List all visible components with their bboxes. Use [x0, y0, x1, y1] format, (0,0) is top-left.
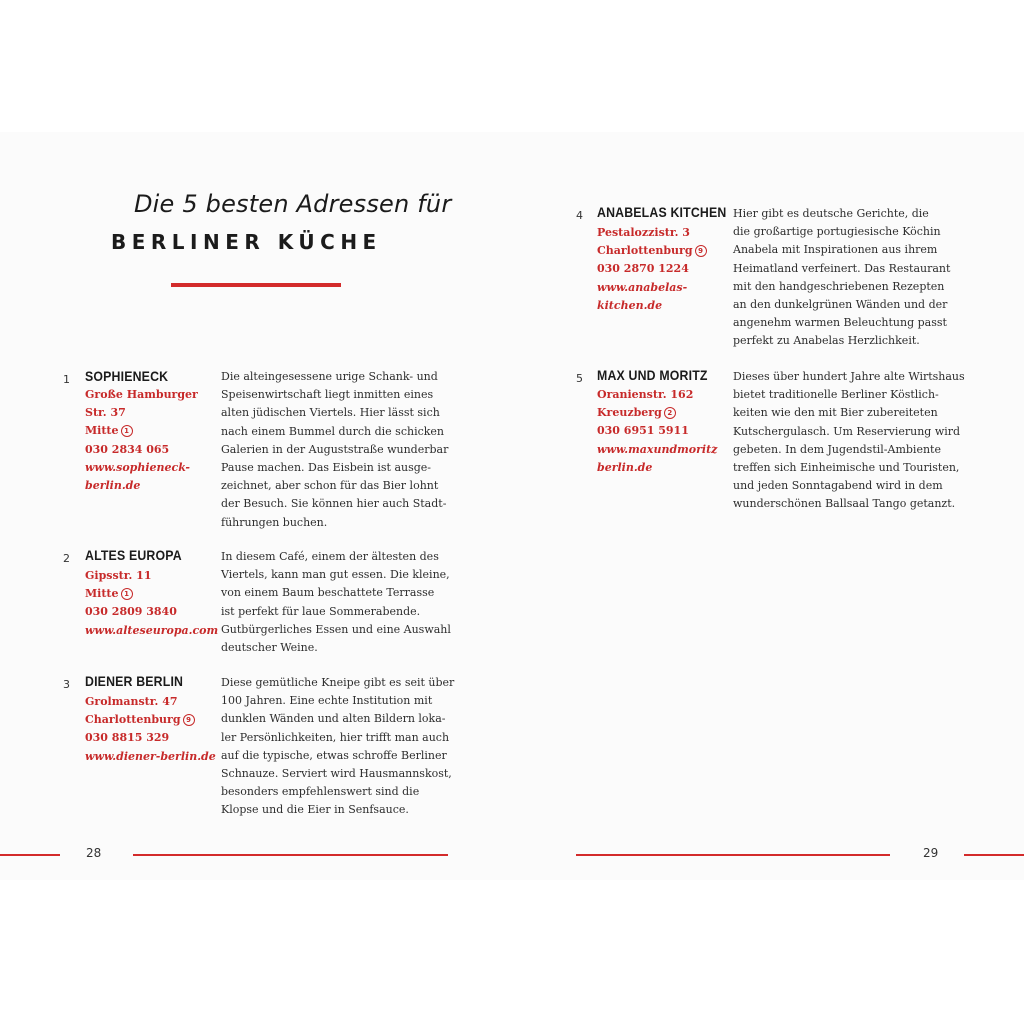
district-name: Charlottenburg — [597, 244, 693, 258]
district — [597, 242, 707, 260]
entry-name: ANABELAS KITCHEN — [597, 204, 727, 220]
entry-description: Dieses über hundert Jahre alte Wirtshaus bietet traditionelle Berliner Köstlich- keiten wie den mit Bier zubereiteten Kutschergulasch. Um Reservierung wird gebeten. In dem Jugendstil-Ambiente treffen sich Einheimische und Touristen, und jeden Sonntagabend wird in dem wunderschönen Ballsaal Tango getanzt. — [733, 370, 965, 511]
address-line: Oranienstr. 162 — [597, 388, 694, 401]
page-number-right: 29 — [923, 846, 939, 860]
address-line: Grolmanstr. 47 — [85, 695, 178, 708]
footer-rule-right — [576, 854, 890, 856]
website-link[interactable]: www.maxundmoritz berlin.de — [597, 442, 718, 474]
district-name: Mitte — [85, 424, 119, 438]
footer-rule-left — [133, 854, 448, 856]
page-number-left: 28 — [86, 846, 102, 860]
entry-name: DIENER BERLIN — [85, 673, 184, 689]
district-name: Charlottenburg — [85, 713, 181, 727]
district-badge: 9 — [183, 714, 195, 726]
district-badge: 1 — [121, 425, 133, 437]
district-name: Mitte — [85, 587, 119, 601]
district — [85, 585, 218, 603]
website-link[interactable]: www.alteseuropa.com — [85, 623, 219, 637]
footer-rule-left-outer — [0, 854, 60, 856]
phone: 030 2870 1224 — [597, 262, 689, 276]
entry-number: 2 — [63, 552, 70, 565]
district — [85, 422, 198, 440]
entry-address-block — [597, 224, 707, 315]
address-line: Gipsstr. 11 — [85, 569, 152, 582]
entry-description: In diesem Café, einem der ältesten des Viertels, kann man gut essen. Die kleine, von einem Baum beschattete Terrasse ist perfekt für laue Sommerabende. Gutbürgerliches Essen und eine Auswahl deutscher Weine. — [221, 550, 451, 655]
district-badge: 9 — [695, 245, 707, 257]
address-line: Große Hamburger — [85, 388, 198, 401]
entry-name: MAX UND MORITZ — [597, 367, 708, 383]
website-link[interactable]: www.diener-berlin.de — [85, 749, 216, 763]
district-name: Kreuzberg — [597, 406, 662, 420]
district — [85, 711, 216, 729]
page-title-line1: Die 5 besten Adressen für — [134, 190, 452, 218]
page-title-line2: BERLINER KÜCHE — [111, 230, 382, 254]
phone: 030 6951 5911 — [597, 424, 689, 438]
district — [597, 404, 717, 422]
website-link[interactable]: www.anabelas- kitchen.de — [597, 280, 688, 312]
entry-address-block — [597, 386, 717, 477]
title-underline — [171, 283, 341, 287]
entry-number: 1 — [63, 373, 70, 386]
footer-rule-right-outer — [964, 854, 1024, 856]
phone: 030 2809 3840 — [85, 605, 177, 619]
entry-number: 5 — [576, 372, 583, 385]
entry-address-block — [85, 386, 198, 495]
address-line: Str. 37 — [85, 406, 126, 420]
entry-description: Die alteingesessene urige Schank- und Speisenwirtschaft liegt inmitten eines alten jüdischen Viertels. Hier lässt sich nach einem Bummel durch die schicken Galerien in der Auguststraße wunderbar Pause machen. Das Eisbein ist ausge- zeichnet, aber schon für das Bier lohnt der Besuch. Sie können hier auch Stadt- führungen buchen. — [221, 370, 449, 529]
entry-name: SOPHIENECK — [85, 368, 169, 384]
entry-address-block — [85, 693, 216, 766]
entry-name: ALTES EUROPA — [85, 547, 182, 563]
phone: 030 2834 065 — [85, 442, 170, 456]
phone: 030 8815 329 — [85, 731, 170, 745]
entry-number: 4 — [576, 209, 583, 222]
entry-description: Hier gibt es deutsche Gerichte, die die großartige portugiesische Köchin Anabela mit Inspirationen aus ihrem Heimatland verfeinert. Das Restaurant mit den handgeschriebenen Rezepten an den dunkelgrünen Wänden und der angenehm warmen Beleuchtung passt perfekt zu Anabelas Herzlichkeit. — [733, 207, 951, 348]
entry-address-block — [85, 567, 218, 640]
district-badge: 1 — [121, 588, 133, 600]
entry-number: 3 — [63, 678, 70, 691]
address-line: Pestalozzistr. 3 — [597, 226, 690, 239]
entry-description: Diese gemütliche Kneipe gibt es seit über 100 Jahren. Eine echte Institution mit dunklen Wänden und alten Bildern loka- ler Persönlichkeiten, hier trifft man auch auf die typische, etwas schroffe Berliner Schnauze. Serviert wird Hausmannskost, besonders empfehlenswert sind die Klopse und die Eier in Senfsauce. — [221, 676, 455, 817]
district-badge: 2 — [664, 407, 676, 419]
website-link[interactable]: www.sophieneck- berlin.de — [85, 460, 190, 493]
